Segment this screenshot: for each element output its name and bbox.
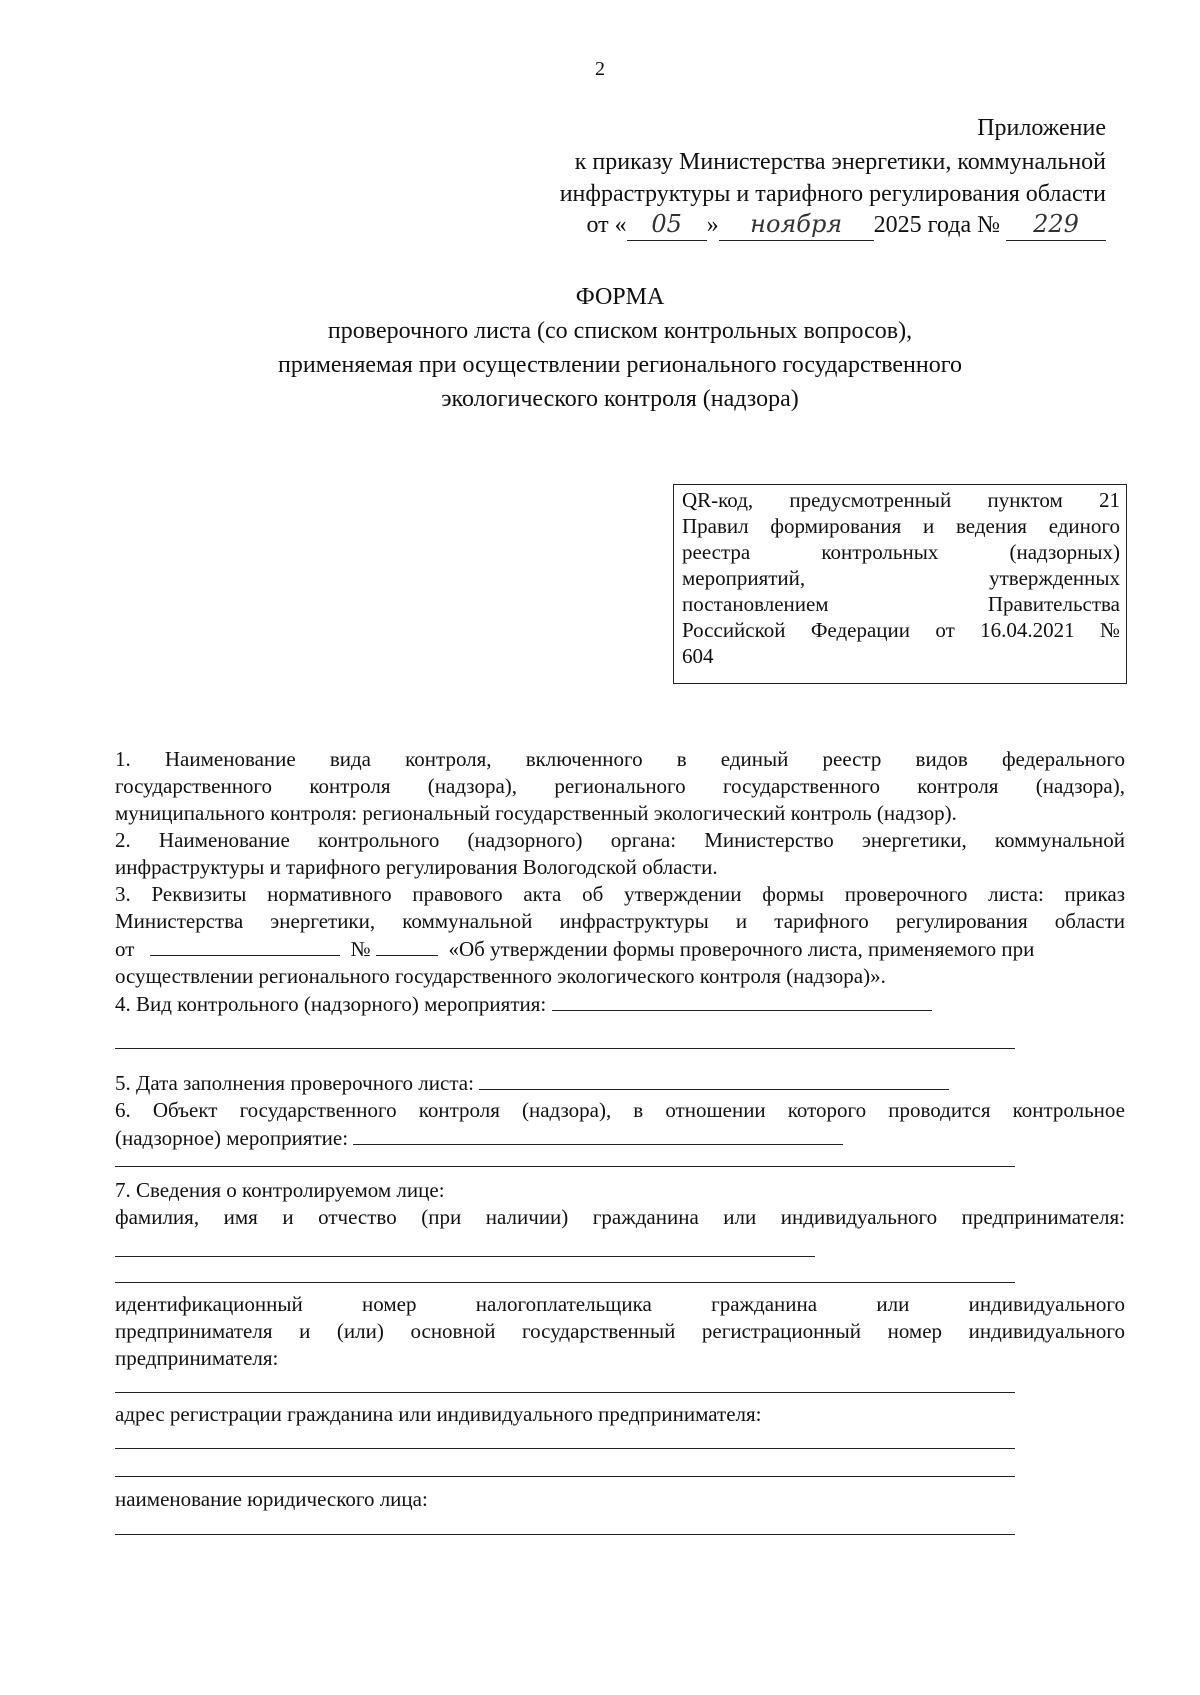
form-heading: ФОРМА [575,284,665,310]
qr-code-box [673,484,1127,684]
form-items-6 [115,1486,1125,1513]
qr-note-line: Правил формирования и ведения единого [682,514,1120,538]
handwritten-number: 229 [1006,208,1106,241]
item-5-label: 5. Дата заполнения проверочного листа: [115,1071,474,1095]
item-7-fio-label: фамилия, имя и отчество (при наличии) гражданина или индивидуального предпринимателя: [115,1205,1125,1229]
qr-note-line: QR-код, предусмотренный пунктом 21 [682,488,1120,512]
qr-note-line: Российской Федерации от 16.04.2021 № [682,618,1120,642]
fill-line[interactable] [115,1048,1015,1049]
item-3-line [115,935,1125,963]
inn-field-line[interactable] [115,1392,1015,1393]
number-sign: № [350,937,371,961]
item-7-inn-line: идентификационный номер налогоплательщика гражданина или индивидуального [115,1292,1125,1316]
item-6-line [115,1124,1125,1152]
item-7-legal-label: наименование юридического лица: [115,1487,428,1511]
from-label: от [115,937,135,961]
qr-note-line: мероприятий, утвержденных [682,566,1120,590]
approval-label: Приложение [977,115,1106,141]
qr-note-line: постановлением Правительства [682,592,1120,616]
form-title-line-3: экологического контроля (надзора) [441,386,799,412]
item-2-line: инфраструктуры и тарифного регулирования Вологодской области. [115,855,718,879]
date-prefix: от « [586,212,627,238]
control-object-field[interactable] [353,1124,843,1145]
item-3-line: осуществлении регионального государственного экологического контроля (надзора)». [115,964,886,988]
form-items-4 [115,1291,1125,1372]
item-7-inn-line: предпринимателя и (или) основной государственный регистрационный номер индивидуального [115,1319,1125,1343]
qr-note-line: реестра контрольных (надзорных) [682,540,1120,564]
form-items-3 [115,1177,1125,1231]
approval-ministry-line: инфраструктуры и тарифного регулирования области [559,181,1106,207]
item-7-address-label: адрес регистрации гражданина или индивидуального предпринимателя: [115,1402,762,1426]
fio-field-line[interactable] [115,1256,815,1257]
form-title-line-2: применяемая при осуществлении регионального государственного [278,352,962,378]
fill-date-field[interactable] [479,1069,949,1090]
approval-order-line: к приказу Министерства энергетики, коммунальной [574,149,1106,175]
form-items-2 [115,1069,1125,1152]
address-field-line[interactable] [115,1476,1015,1477]
qr-note-line: 604 [682,644,714,668]
form-title-line-1: проверочного листа (со списком контрольных вопросов), [327,318,913,344]
event-type-field[interactable] [552,990,932,1011]
item-6-line: 6. Объект государственного контроля (надзора), в отношении которого проводится контрольное [115,1098,1125,1122]
item-4-label: 4. Вид контрольного (надзорного) мероприятия: [115,992,547,1016]
item-1-line: муниципального контроля: региональный государственный экологический контроль (надзор). [115,801,957,825]
form-items-5 [115,1401,1125,1428]
legal-name-field-line[interactable] [115,1534,1015,1535]
item-6-label: (надзорное) мероприятие: [115,1126,349,1150]
page-number: 2 [595,58,605,80]
item-5-line [115,1069,1125,1097]
item-3-line: 3. Реквизиты нормативного правового акта об утверждении формы проверочного листа: приказ [115,882,1125,906]
order-number-field[interactable] [376,935,438,956]
item-2-line: 2. Наименование контрольного (надзорного) органа: Министерство энергетики, коммунальной [115,828,1125,852]
order-title-text: «Об утверждении формы проверочного листа, применяемого при [448,937,1035,961]
date-mid: » [706,212,719,238]
item-7-inn-line: предпринимателя: [115,1346,279,1370]
order-date-field[interactable] [150,935,340,956]
item-4-line [115,990,1125,1018]
item-1-line: 1. Наименование вида контроля, включенного в единый реестр видов федерального [115,747,1125,771]
address-field-line[interactable] [115,1448,1015,1449]
item-1-line: государственного контроля (надзора), регионального государственного контроля (надзора), [115,774,1125,798]
handwritten-day: 05 [627,208,707,241]
form-items [115,746,1125,1018]
item-7-line: 7. Сведения о контролируемом лице: [115,1178,445,1202]
approval-date-line [587,208,1107,241]
fill-line[interactable] [115,1166,1015,1167]
handwritten-month: ноября [719,208,874,241]
year-text: 2025 года № [873,212,1000,238]
item-3-line: Министерства энергетики, коммунальной инфраструктуры и тарифного регулирования области [115,909,1125,933]
fio-field-line[interactable] [115,1282,1015,1283]
